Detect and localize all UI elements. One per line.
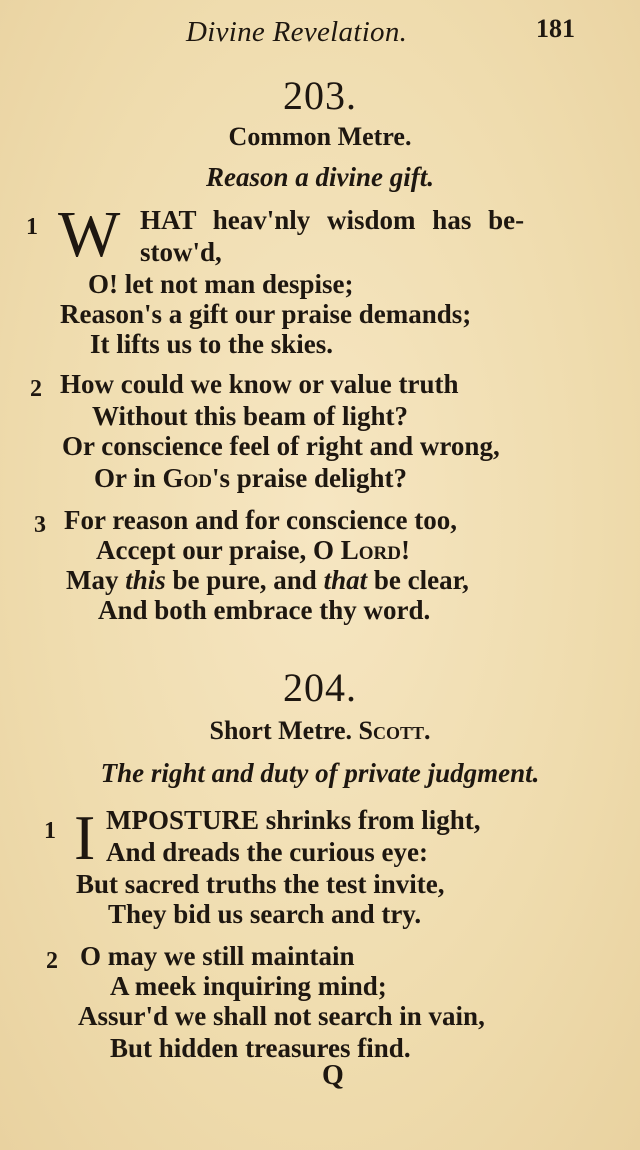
divine-name: God [162, 463, 213, 493]
verse-number: 1 [26, 214, 38, 240]
verse-number: 3 [34, 512, 46, 538]
verse-number: 1 [44, 818, 56, 844]
verse-line: And both embrace thy word. [98, 595, 431, 625]
verse-line: But sacred truths the test invite, [76, 869, 445, 899]
verse-line: How could we know or value truth [60, 369, 459, 399]
verse-line: O! let not man despise; [88, 269, 354, 299]
drop-cap: W [58, 198, 121, 271]
verse-line: May this be pure, and that be clear, [66, 565, 469, 595]
verse-line: They bid us search and try. [108, 899, 422, 929]
verse-line: Accept our praise, O Lord! [96, 535, 410, 565]
verse-line: Or in God's praise delight? [94, 463, 408, 493]
signature-mark: Q [322, 1060, 344, 1091]
verse-line: It lifts us to the skies. [90, 329, 334, 359]
divine-name: Lord [340, 535, 401, 565]
verse-line: O may we still maintain [80, 941, 355, 971]
verse-line: Reason's a gift our praise demands; [60, 299, 472, 329]
verse-line: A meek inquiring mind; [110, 971, 387, 1001]
metre-label: Short Metre. Scott. [209, 716, 431, 745]
hymn-author: Scott. [358, 716, 431, 745]
drop-cap: I [74, 802, 96, 873]
verse-line: Assur'd we shall not search in vain, [78, 1001, 485, 1031]
page-number: 181 [536, 14, 575, 43]
verse-line: And dreads the curious eye: [106, 837, 429, 867]
verse-line: MPOSTURE shrinks from light, [106, 805, 481, 835]
running-header: Divine Revelation. [186, 16, 408, 48]
hymn-subtitle: Reason a divine gift. [206, 162, 434, 192]
verse-line: HAT heav'nly wisdom has be- [140, 205, 525, 235]
verse-line: But hidden treasures find. [110, 1033, 411, 1063]
verse-line: Without this beam of light? [92, 401, 409, 431]
verse-number: 2 [46, 948, 58, 974]
hymn-subtitle: The right and duty of private judgment. [100, 758, 540, 788]
verse-number: 2 [30, 376, 42, 402]
verse-line: Or conscience feel of right and wrong, [62, 431, 500, 461]
metre-label: Common Metre. [228, 122, 412, 151]
hymn-number: 203. [283, 73, 357, 118]
verse-line: stow'd, [140, 237, 222, 267]
hymn-number: 204. [283, 665, 357, 710]
verse-line: For reason and for conscience too, [64, 505, 457, 535]
